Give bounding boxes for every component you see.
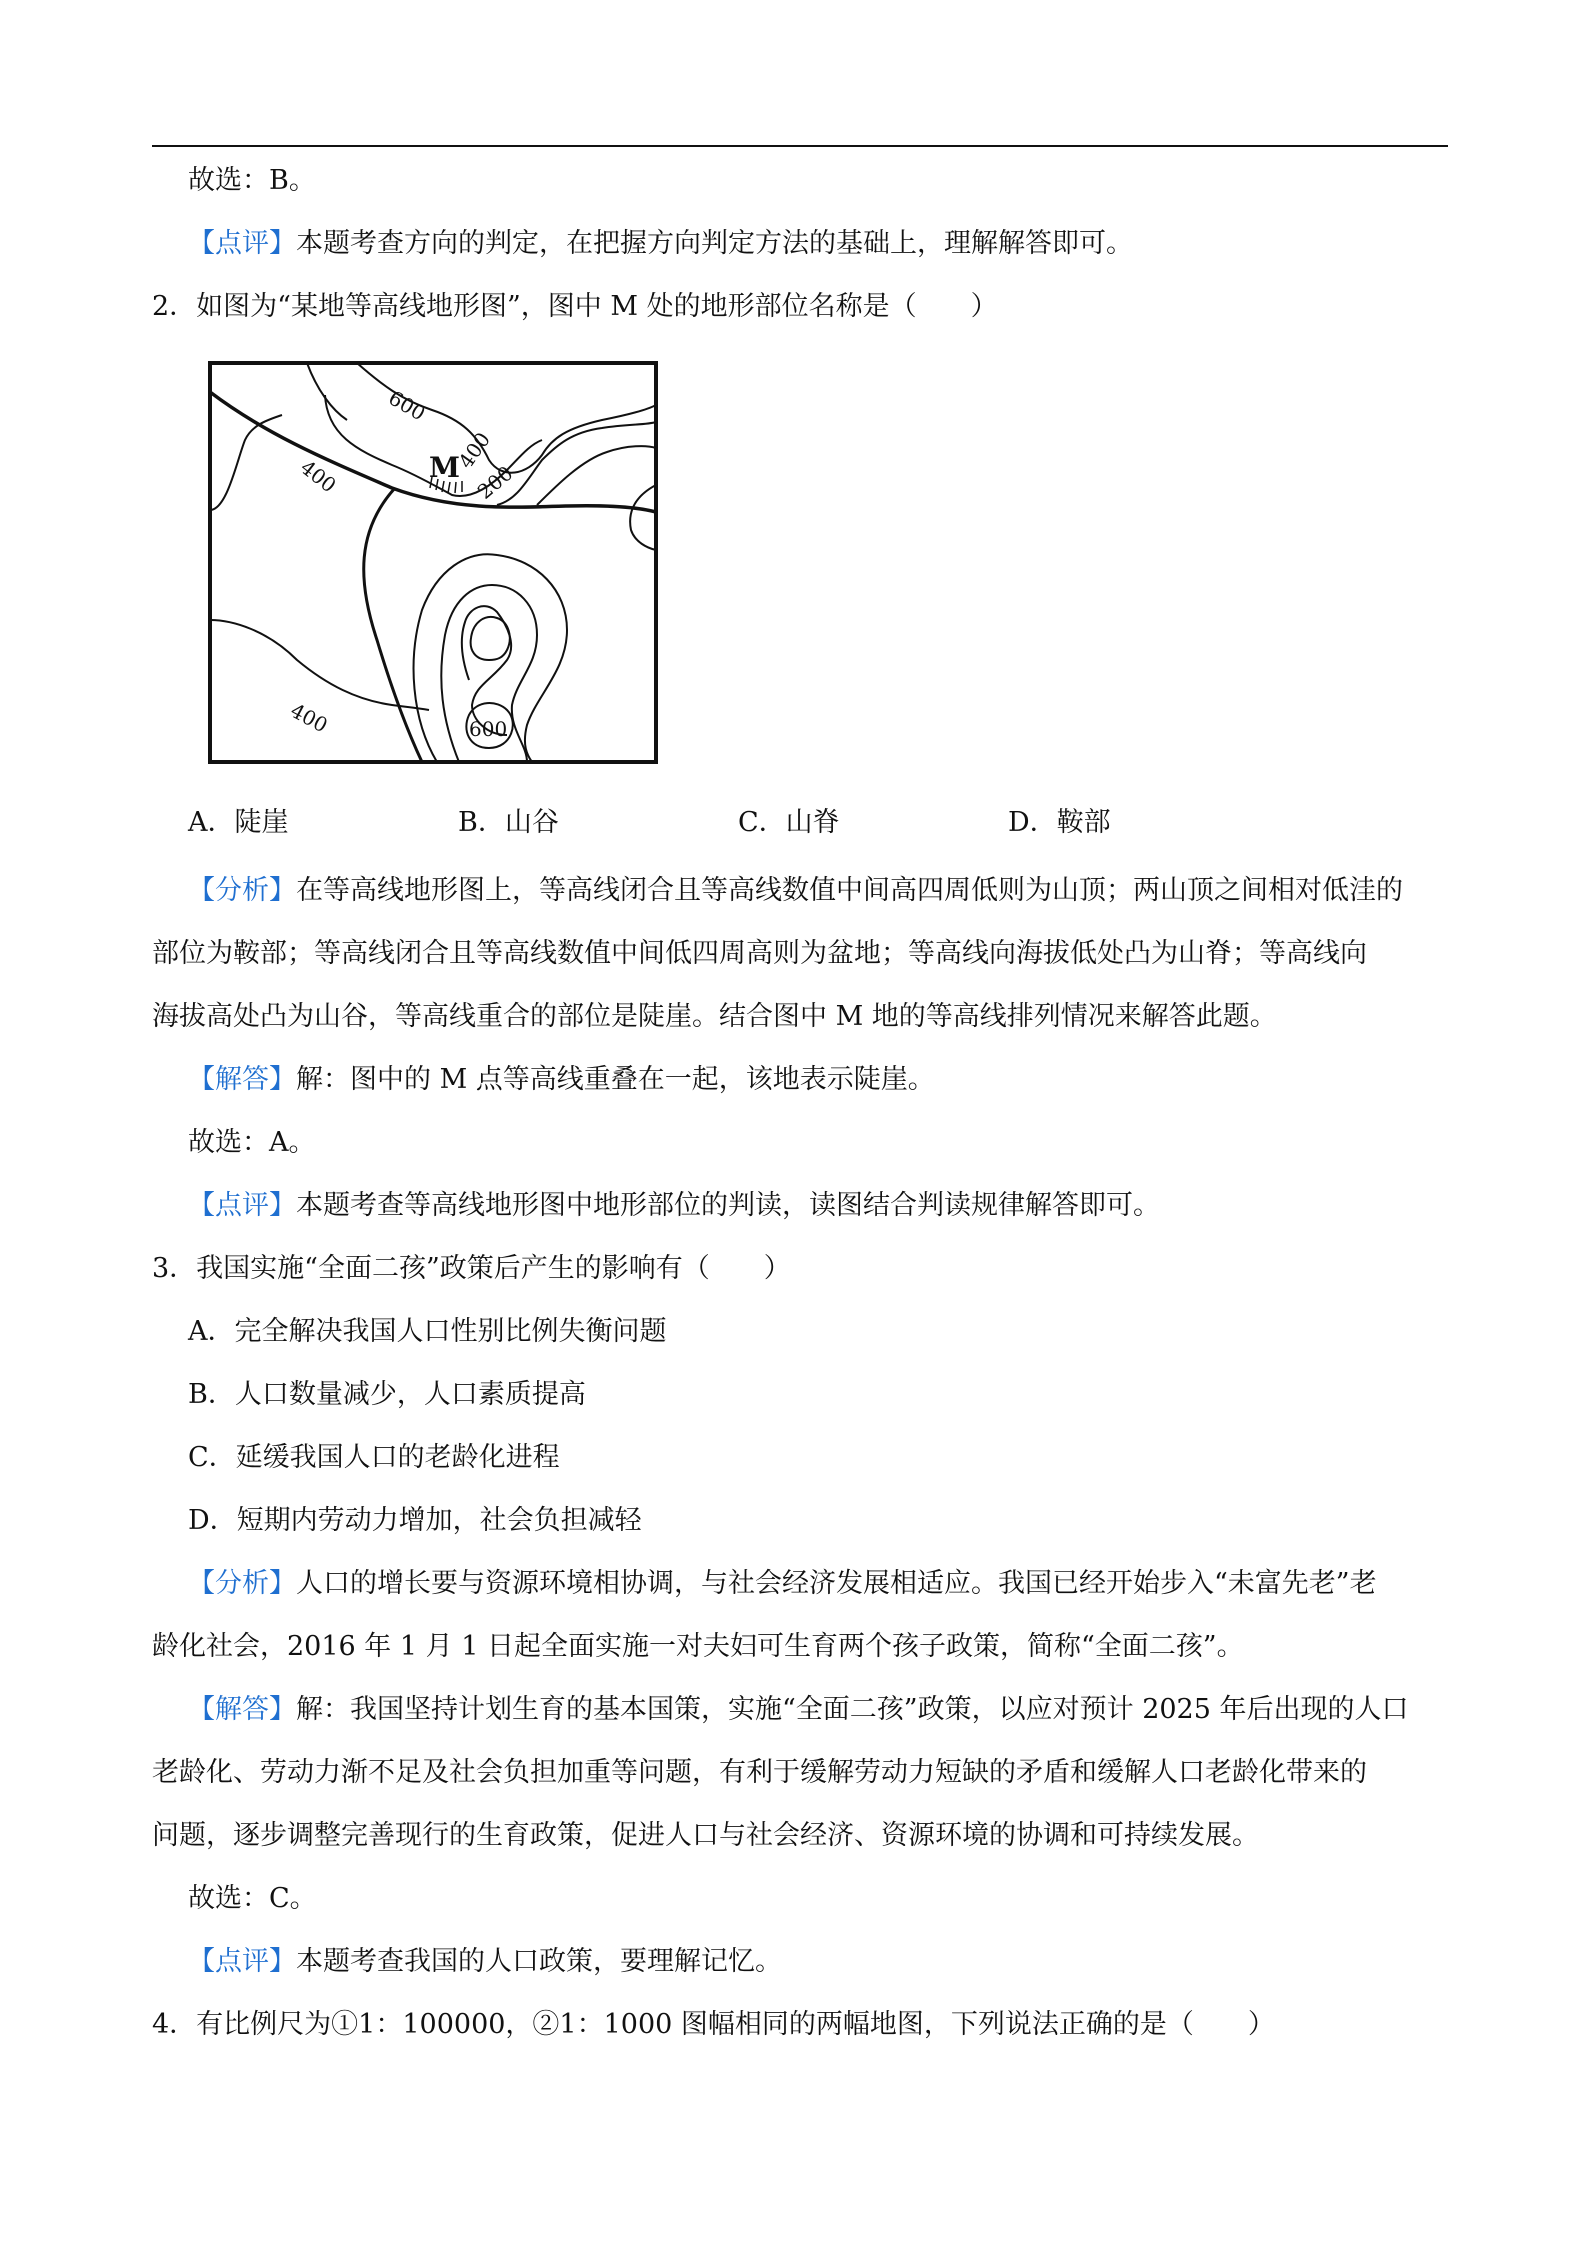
comment-tag: 【点评】 xyxy=(188,1946,296,1977)
q2-analysis-line xyxy=(188,871,1403,911)
q3-solution-line: 问题，逐步调整完善现行的生育政策，促进人口与社会经济、资源环境的协调和可持续发展。 xyxy=(152,1820,1259,1851)
header-rule xyxy=(152,145,1448,147)
option-a[interactable]: A．完全解决我国人口性别比例失衡问题 xyxy=(188,1316,667,1347)
q3-answer: 故选：C。 xyxy=(188,1883,317,1914)
q2-options xyxy=(188,803,1188,843)
option-d[interactable]: D．短期内劳动力增加，社会负担减轻 xyxy=(188,1505,642,1536)
point-m-label: M xyxy=(429,451,460,484)
contour-label: 400 xyxy=(295,455,341,498)
analysis-text: 在等高线地形图上，等高线闭合且等高线数值中间高四周低则为山顶；两山顶之间相对低洼的 xyxy=(296,875,1403,906)
solution-tag: 【解答】 xyxy=(188,1064,296,1095)
q3-comment xyxy=(188,1942,782,1982)
analysis-tag: 【分析】 xyxy=(188,875,296,906)
contour-label: 400 xyxy=(286,698,332,738)
q3-analysis-line xyxy=(188,1564,1377,1604)
option-a[interactable]: A．陡崖 xyxy=(188,807,289,838)
contour-label: 400 xyxy=(453,427,495,473)
q2-analysis-line: 海拔高处凸为山谷，等高线重合的部位是陡崖。结合图中 M 地的等高线排列情况来解答此题。 xyxy=(152,1001,1277,1032)
analysis-tag: 【分析】 xyxy=(188,1568,296,1599)
analysis-text: 人口的增长要与资源环境相协调，与社会经济发展相适应。我国已经开始步入“未富先老”老 xyxy=(296,1568,1377,1599)
prev-comment xyxy=(188,224,1133,264)
comment-text: 本题考查我国的人口政策，要理解记忆。 xyxy=(296,1946,782,1977)
comment-text: 本题考查方向的判定，在把握方向判定方法的基础上，理解解答即可。 xyxy=(296,228,1133,259)
q4-stem: 4．有比例尺为①1：100000，②1：1000 图幅相同的两幅地图，下列说法正确的是（ ） xyxy=(152,2009,1275,2040)
comment-tag: 【点评】 xyxy=(188,1190,296,1221)
option-b[interactable]: B．人口数量减少，人口素质提高 xyxy=(188,1379,586,1410)
option-b[interactable]: B．山谷 xyxy=(458,807,559,838)
q2-stem: 2．如图为“某地等高线地形图”，图中 M 处的地形部位名称是（ ） xyxy=(152,291,998,322)
option-c[interactable]: C．延缓我国人口的老龄化进程 xyxy=(188,1442,560,1473)
q3-solution-line: 老龄化、劳动力渐不足及社会负担加重等问题，有利于缓解劳动力短缺的矛盾和缓解人口老龄化带来的 xyxy=(152,1757,1367,1788)
contour-map xyxy=(207,360,659,765)
q2-answer: 故选：A。 xyxy=(188,1127,316,1158)
comment-text: 本题考查等高线地形图中地形部位的判读，读图结合判读规律解答即可。 xyxy=(296,1190,1160,1221)
contour-label: 200 xyxy=(472,460,518,504)
option-c[interactable]: C．山脊 xyxy=(738,807,840,838)
contour-map-figure xyxy=(207,360,659,765)
q3-stem: 3．我国实施“全面二孩”政策后产生的影响有（ ） xyxy=(152,1253,791,1284)
q3-analysis-line: 龄化社会，2016 年 1 月 1 日起全面实施一对夫妇可生育两个孩子政策，简称“全面二孩”。 xyxy=(152,1631,1244,1662)
q3-solution-line xyxy=(188,1690,1408,1730)
contour-label: 600 xyxy=(469,717,508,741)
solution-text: 解：我国坚持计划生育的基本国策，实施“全面二孩”政策，以应对预计 2025 年后出现的人口 xyxy=(296,1694,1409,1725)
prev-answer: 故选：B。 xyxy=(188,165,316,196)
solution-tag: 【解答】 xyxy=(188,1694,296,1725)
solution-text: 解：图中的 M 点等高线重叠在一起，该地表示陡崖。 xyxy=(296,1064,935,1095)
q2-comment xyxy=(188,1186,1160,1226)
contour-label: 600 xyxy=(384,385,430,426)
q2-solution xyxy=(188,1060,935,1100)
comment-tag: 【点评】 xyxy=(188,228,296,259)
option-d[interactable]: D．鞍部 xyxy=(1008,807,1111,838)
q2-analysis-line: 部位为鞍部；等高线闭合且等高线数值中间低四周高则为盆地；等高线向海拔低处凸为山脊；等高线向 xyxy=(152,938,1367,969)
